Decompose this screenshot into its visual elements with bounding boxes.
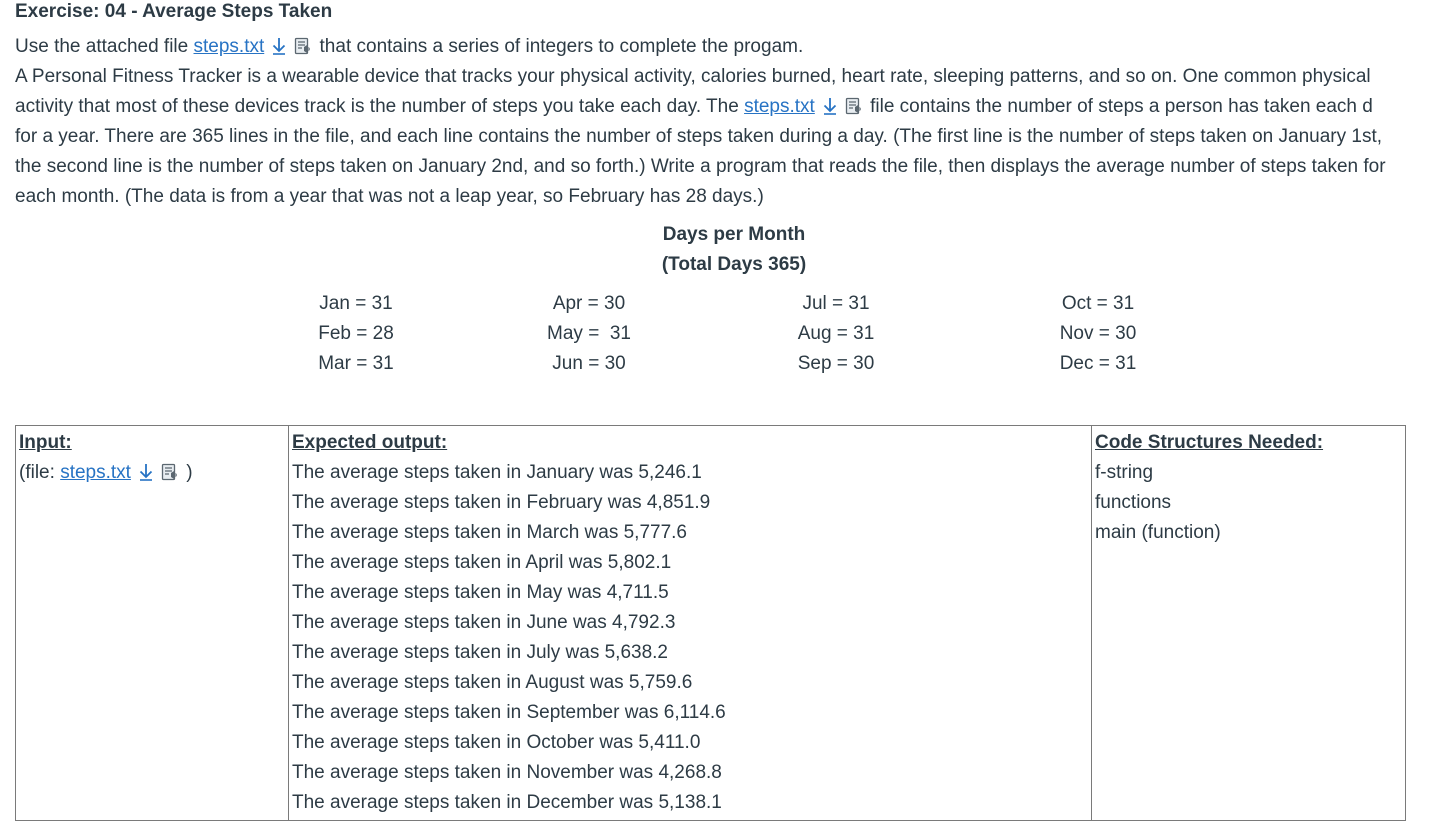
steps-file-link[interactable]: steps.txt xyxy=(193,36,265,57)
description-text-after: file contains the number of steps a person has taken each d xyxy=(864,96,1373,117)
output-line-june: The average steps taken in June was 4,792.3 xyxy=(292,612,676,633)
code-item-functions: functions xyxy=(1095,492,1172,513)
output-line-november: The average steps taken in November was 4,268.8 xyxy=(292,762,722,783)
month-days-sep: Sep = 30 xyxy=(797,353,875,374)
month-days-apr: Apr = 30 xyxy=(552,293,626,314)
preview-icon[interactable] xyxy=(161,461,179,479)
output-line-april: The average steps taken in April was 5,802.1 xyxy=(292,552,672,573)
output-line-january: The average steps taken in January was 5,246.1 xyxy=(292,462,702,483)
download-icon[interactable] xyxy=(137,462,155,482)
month-days-jul: Jul = 31 xyxy=(802,293,870,314)
intro-text-before: Use the attached file xyxy=(15,36,194,57)
description-line-5: each month. (The data is from a year that was not a leap year, so February has 28 days.) xyxy=(15,186,764,207)
download-icon[interactable] xyxy=(270,36,288,56)
month-days-dec: Dec = 31 xyxy=(1059,353,1137,374)
input-prefix: (file: xyxy=(19,462,61,483)
description-text-before: activity that most of these devices track is the number of steps you take each day. The xyxy=(15,96,745,117)
description-line-4: the second line is the number of steps taken on January 2nd, and so forth.) Write a program that reads the file, then displays the average number of steps taken for xyxy=(15,156,1386,177)
output-line-may: The average steps taken in May was 4,711.5 xyxy=(292,582,669,603)
output-line-february: The average steps taken in February was 4,851.9 xyxy=(292,492,711,513)
description-line-3: for a year. There are 365 lines in the file, and each line contains the number of steps taken during a day. (The first line is the number of steps taken on January 1st, xyxy=(15,126,1383,147)
input-steps-file-link[interactable]: steps.txt xyxy=(60,462,131,483)
month-days-aug: Aug = 31 xyxy=(797,323,875,344)
expected-output-header: Expected output: xyxy=(292,432,448,453)
input-header: Input: xyxy=(19,432,72,453)
days-table-heading: Days per Month xyxy=(662,224,806,245)
download-icon[interactable] xyxy=(821,96,839,116)
page-title: Exercise: 04 - Average Steps Taken xyxy=(15,1,333,22)
steps-file-link-inline[interactable]: steps.txt xyxy=(744,96,815,117)
code-item-f-string: f-string xyxy=(1095,462,1154,483)
code-item-main-function: main (function) xyxy=(1095,522,1221,543)
month-days-may: May = 31 xyxy=(547,323,631,344)
intro-line xyxy=(15,32,1431,62)
output-line-august: The average steps taken in August was 5,759.6 xyxy=(292,672,693,693)
month-days-jun: Jun = 30 xyxy=(552,353,626,374)
output-line-october: The average steps taken in October was 5,411.0 xyxy=(292,732,701,753)
io-table xyxy=(15,425,1406,821)
output-line-december: The average steps taken in December was 5,138.1 xyxy=(292,792,722,813)
description-line-2 xyxy=(15,92,1431,122)
input-file xyxy=(19,458,285,488)
preview-icon[interactable] xyxy=(845,95,863,113)
output-line-july: The average steps taken in July was 5,638.2 xyxy=(292,642,669,663)
input-cell xyxy=(16,426,289,821)
expected-output-cell xyxy=(289,426,1092,821)
month-days-jan: Jan = 31 xyxy=(319,293,393,314)
month-days-feb: Feb = 28 xyxy=(318,323,394,344)
month-days-nov: Nov = 30 xyxy=(1059,323,1137,344)
output-line-march: The average steps taken in March was 5,777.6 xyxy=(292,522,688,543)
assignment-description xyxy=(15,32,1431,212)
preview-icon[interactable] xyxy=(294,35,312,53)
intro-text-after: that contains a series of integers to complete the progam. xyxy=(314,36,804,57)
month-days-mar: Mar = 31 xyxy=(318,353,394,374)
code-structures-header: Code Structures Needed: xyxy=(1095,432,1324,453)
description-line-1: A Personal Fitness Tracker is a wearable device that tracks your physical activity, calories burned, heart rate, sleeping patterns, and so on. One common physical xyxy=(15,66,1371,87)
month-days-oct: Oct = 31 xyxy=(1061,293,1135,314)
code-structures-cell xyxy=(1092,426,1406,821)
input-suffix: ) xyxy=(180,462,193,483)
days-table-subheading: (Total Days 365) xyxy=(661,254,807,275)
output-line-september: The average steps taken in September was 6,114.6 xyxy=(292,702,726,723)
